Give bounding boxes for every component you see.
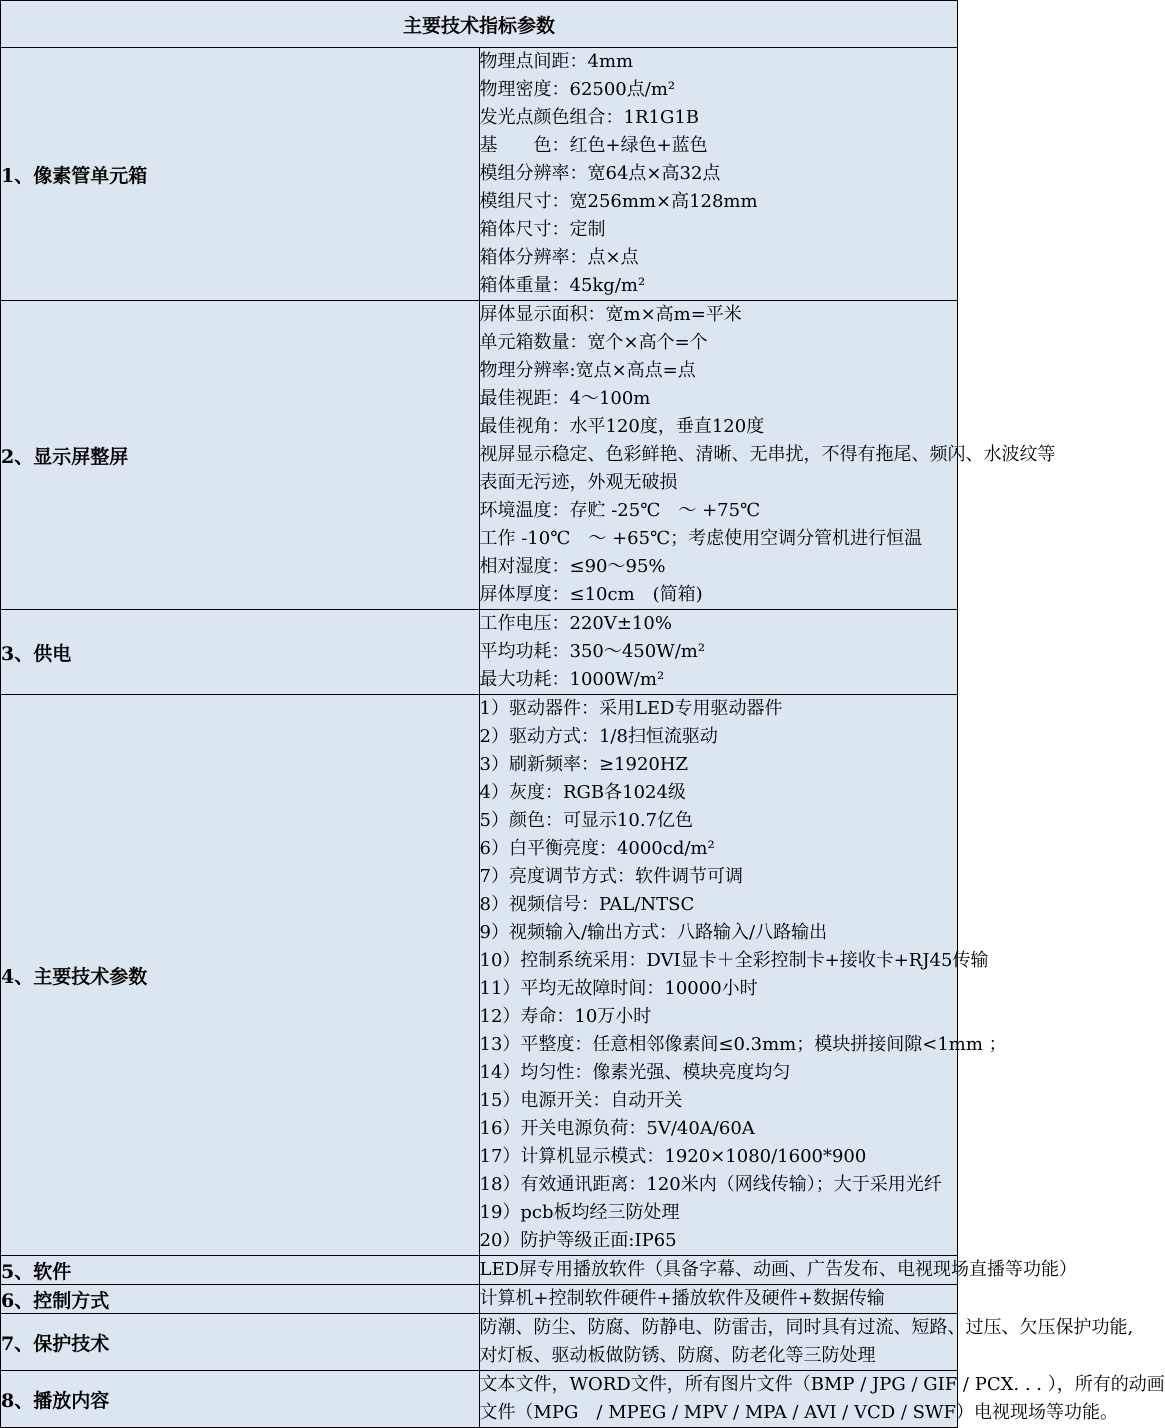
section-category: 6、控制方式 [1,1285,480,1314]
section-details [479,48,958,301]
spec-line: 平均功耗：350～450W/m² [479,641,706,662]
spec-line: 9）视频输入/输出方式：八路输入/八路输出 [479,922,828,943]
spec-line: 物理点间距：4mm [479,51,634,72]
spec-line: 箱体分辨率：点×点 [479,247,639,268]
spec-line: 计算机+控制软件硬件+播放软件及硬件+数据传输 [479,1288,885,1309]
spec-line: 表面无污迹，外观无破损 [479,472,678,493]
section-row [1,1285,958,1314]
section-details [479,301,1056,610]
spec-line: 最大功耗：1000W/m² [479,669,665,690]
spec-line: 相对湿度：≤90～95% [479,556,666,577]
spec-line: 模组尺寸：宽256mm×高128mm [479,191,758,212]
spec-line: 19）pcb板均经三防处理 [479,1202,680,1223]
section-category: 3、供电 [1,610,480,695]
spec-line: 单元箱数量：宽个×高个=个 [479,332,708,353]
spec-line: 15）电源开关：自动开关 [479,1090,683,1111]
spec-line: 环境温度：存贮 -25℃ ～ +75℃ [479,500,761,521]
table-title: 主要技术指标参数 [1,1,958,48]
spec-line: LED屏专用播放软件（具备字幕、动画、广告发布、电视现场直播等功能） [479,1259,1078,1280]
spec-line: 12）寿命：10万小时 [479,1006,652,1027]
spec-line: 2）驱动方式：1/8扫恒流驱动 [479,726,718,747]
spec-line: 10）控制系统采用：DVI显卡＋全彩控制卡+接收卡+RJ45传输 [479,950,989,971]
spec-line: 4）灰度：RGB各1024级 [479,782,686,803]
spec-line: 发光点颜色组合：1R1G1B [479,107,700,128]
spec-line: 11）平均无故障时间：10000小时 [479,978,758,999]
section-row [1,301,958,610]
spec-line: 箱体尺寸：定制 [479,219,606,240]
section-details [479,695,1007,1256]
spec-line: 6）白平衡亮度：4000cd/m² [479,838,715,859]
section-details [479,1314,1134,1371]
section-category: 7、保护技术 [1,1314,480,1371]
section-row [1,1314,958,1371]
spec-line: 3）刷新频率：≥1920HZ [479,754,689,775]
section-details [479,1285,958,1314]
spec-line: 物理分辨率:宽点×高点=点 [479,360,696,381]
section-details [479,1371,1165,1428]
spec-line: 箱体重量：45kg/m² [479,275,646,296]
title-row [1,1,958,48]
spec-line: 最佳视角：水平120度，垂直120度 [479,416,765,437]
spec-line: 物理密度：62500点/m² [479,79,676,100]
spec-line: 对灯板、驱动板做防锈、防腐、防老化等三防处理 [479,1345,876,1366]
spec-line: 18）有效通讯距离：120米内（网线传输）；大于采用光纤 [479,1174,942,1195]
spec-line: 8）视频信号：PAL/NTSC [479,894,695,915]
spec-line: 防潮、防尘、防腐、防静电、防雷击，同时具有过流、短路、过压、欠压保护功能, [479,1317,1134,1338]
spec-line: 16）开关电源负荷：5V/40A/60A [479,1118,755,1139]
spec-line: 17）计算机显示模式：1920×1080/1600*900 [479,1146,867,1167]
spec-line: 文件（MPG / MPEG / MPV / MPA / AVI / VCD / SWF）电视现场等功能。 [479,1402,1118,1423]
spec-line: 模组分辨率：宽64点×高32点 [479,163,721,184]
spec-line: 13）平整度：任意相邻像素间≤0.3mm；模块拼接间隙<1mm ； [479,1034,1007,1055]
spec-line: 屏体显示面积：宽m×高m=平米 [479,304,742,325]
section-category: 1、像素管单元箱 [1,48,480,301]
section-category: 5、软件 [1,1256,480,1285]
spec-line: 文本文件，WORD文件，所有图片文件（BMP / JPG / GIF / PCX. . . ），所有的动画 [479,1374,1165,1395]
spec-line: 工作 -10℃ ～ +65℃；考虑使用空调分管机进行恒温 [479,528,923,549]
spec-line: 1）驱动器件：采用LED专用驱动器件 [479,698,783,719]
section-category: 2、显示屏整屏 [1,301,480,610]
spec-line: 基 色：红色+绿色+蓝色 [479,135,708,156]
spec-line: 7）亮度调节方式：软件调节可调 [479,866,743,887]
section-row [1,695,958,1256]
spec-line: 20）防护等级正面:IP65 [479,1230,677,1251]
spec-line: 工作电压：220V±10% [479,613,672,634]
spec-line: 屏体厚度：≤10cm (简箱) [479,584,703,605]
section-category: 8、播放内容 [1,1371,480,1428]
section-details [479,610,958,695]
section-row [1,610,958,695]
spec-line: 5）颜色：可显示10.7亿色 [479,810,694,831]
section-row [1,1256,958,1285]
section-category: 4、主要技术参数 [1,695,480,1256]
spec-line: 视屏显示稳定、色彩鲜艳、清晰、无串扰，不得有拖尾、频闪、水波纹等 [479,444,1056,465]
section-details [479,1256,1078,1285]
section-row [1,1371,958,1428]
spec-line: 最佳视距：4～100m [479,388,651,409]
section-row [1,48,958,301]
spec-line: 14）均匀性：像素光强、模块亮度均匀 [479,1062,791,1083]
